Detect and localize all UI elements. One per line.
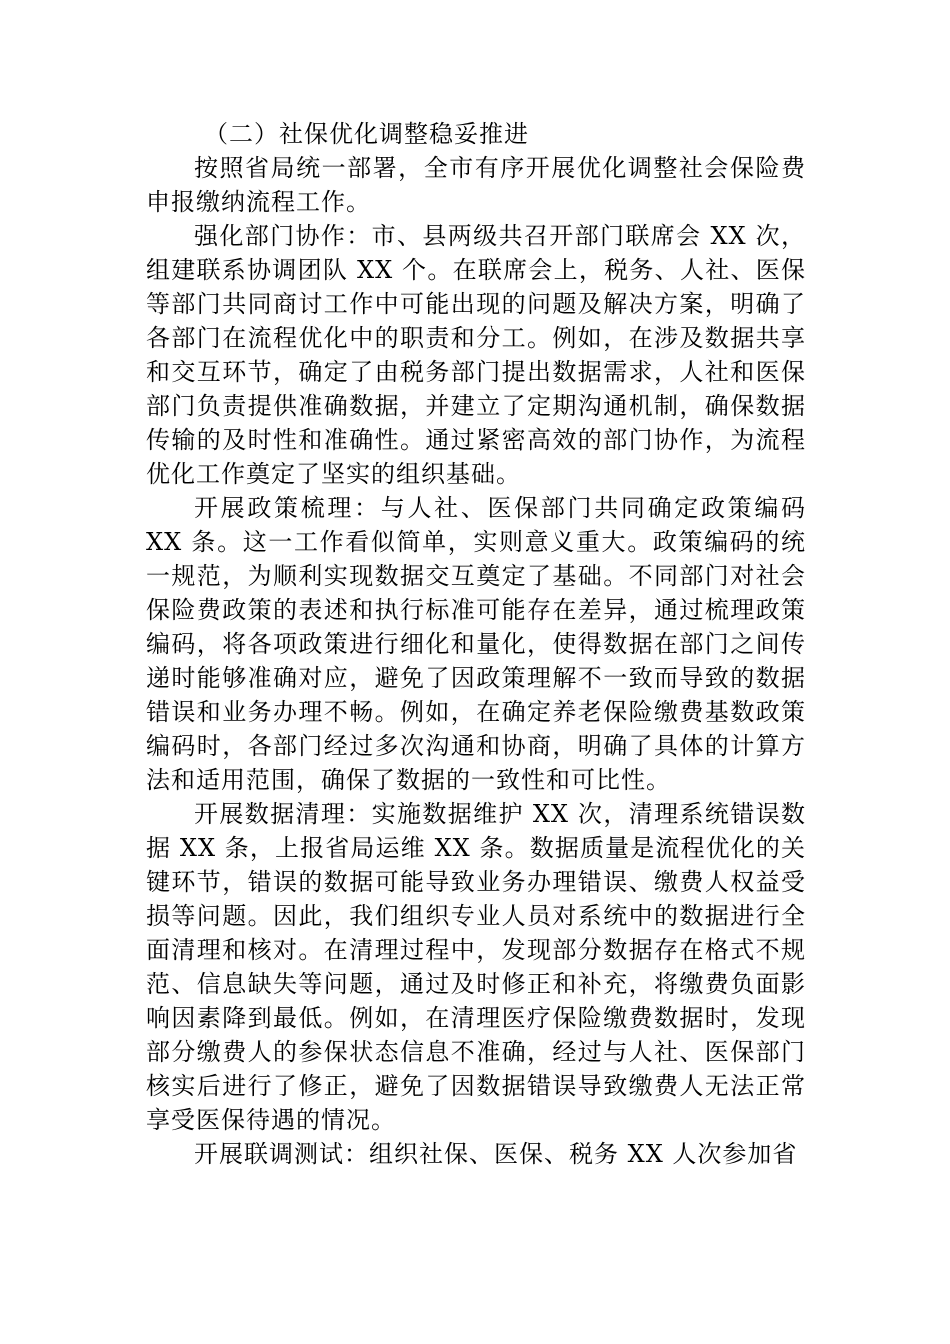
paragraph-department-coordination: 强化部门协作：市、县两级共召开部门联席会 XX 次，组建联系协调团队 XX 个。在联席会上，税务、人社、医保等部门共同商讨工作中可能出现的问题及解决方案，明确了各部门在流程优化中的职责和分工。例如，在涉及数据共享和交互环节，确定了由税务部门提出数据需求，人社和医保部门负责提供准确数据，并建立了定期沟通机制，确保数据传输的及时性和准确性。通过紧密高效的部门协作，为流程优化工作奠定了坚实的组织基础。 bbox=[146, 222, 806, 488]
paragraph-intro: 按照省局统一部署，全市有序开展优化调整社会保险费申报缴纳流程工作。 bbox=[146, 154, 806, 216]
section-heading: （二）社保优化调整稳妥推进 bbox=[204, 120, 529, 148]
document-page bbox=[146, 117, 806, 1171]
paragraph-data-cleanup: 开展数据清理：实施数据维护 XX 次，清理系统错误数据 XX 条，上报省局运维 XX 条。数据质量是流程优化的关键环节，错误的数据可能导致业务办理错误、缴费人权益受损等问题。因此，我们组织专业人员对系统中的数据进行全面清理和核对。在清理过程中，发现部分数据存在格式不规范、信息缺失等问题，通过及时修正和补充，将缴费负面影响因素降到最低。例如，在清理医疗保险缴费数据时，发现部分缴费人的参保状态信息不准确，经过与人社、医保部门核实后进行了修正，避免了因数据错误导致缴费人无法正常享受医保待遇的情况。 bbox=[146, 800, 806, 1134]
paragraph-joint-testing: 开展联调测试：组织社保、医保、税务 XX 人次参加省 bbox=[194, 1140, 798, 1168]
paragraph-policy-review: 开展政策梳理：与人社、医保部门共同确定政策编码 XX 条。这一工作看似简单，实则意义重大。政策编码的统一规范，为顺利实现数据交互奠定了基础。不同部门对社会保险费政策的表述和执行标准可能存在差异，通过梳理政策编码，将各项政策进行细化和量化，使得数据在部门之间传递时能够准确对应，避免了因政策理解不一致而导致的数据错误和业务办理不畅。例如，在确定养老保险缴费基数政策编码时，各部门经过多次沟通和协商，明确了具体的计算方法和适用范围，确保了数据的一致性和可比性。 bbox=[146, 494, 806, 794]
